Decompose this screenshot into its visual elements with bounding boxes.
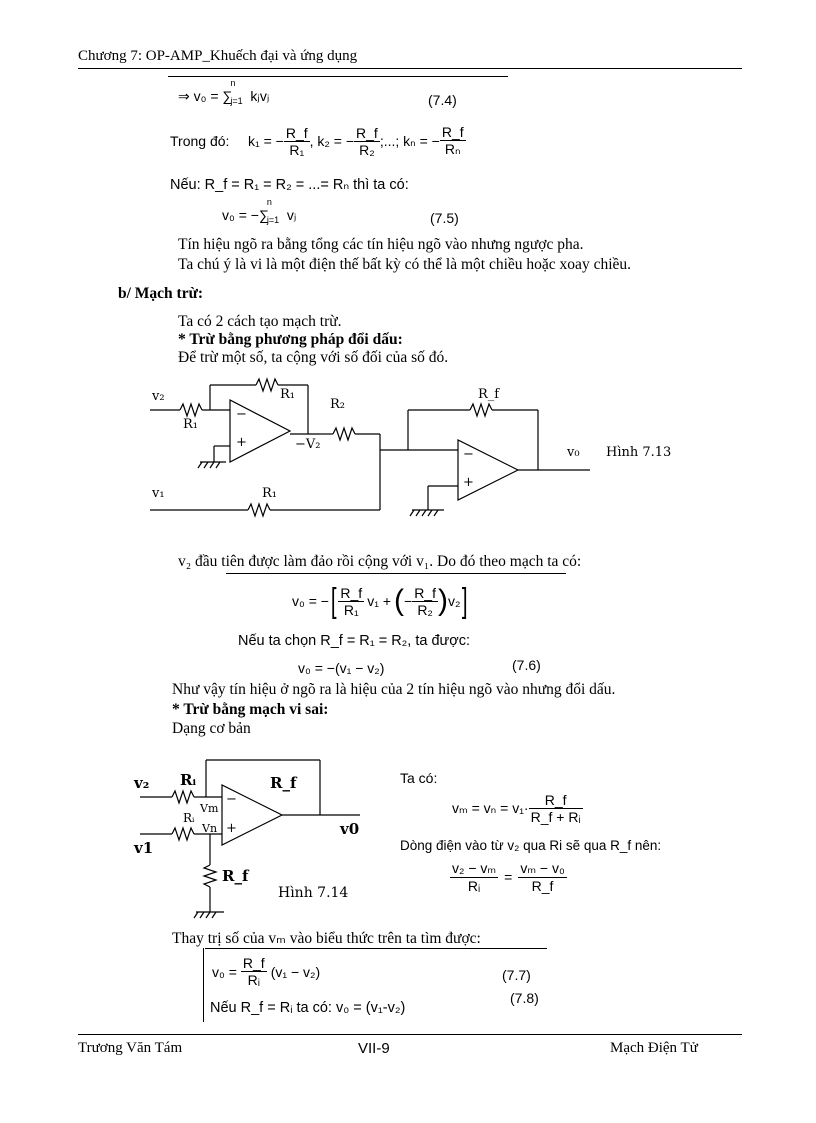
trong-do-label: Trong đó: bbox=[170, 133, 230, 149]
right-num: vₘ − v₀ bbox=[520, 860, 565, 876]
fig713-v0-label: v₀ bbox=[567, 445, 580, 460]
resistor-ri-v2 bbox=[172, 791, 194, 803]
dong-dien-text: Dòng điện vào từ v₂ qua Ri sẽ qua R_f nên: bbox=[400, 838, 662, 853]
paragraph-3: Ta có 2 cách tạo mạch trừ. bbox=[178, 313, 342, 330]
heading-doi-dau: * Trừ bằng phương pháp đổi dấu: bbox=[178, 331, 403, 348]
eq76-number: (7.6) bbox=[512, 657, 541, 673]
eq77-rhs: (v₁ − v₂) bbox=[270, 963, 321, 980]
left-frac bbox=[450, 860, 498, 894]
vm-den: R_f + Rᵢ bbox=[530, 809, 581, 825]
footer-page-number: VII-9 bbox=[358, 1040, 390, 1057]
footer-rule bbox=[78, 1034, 742, 1035]
k2-label: , k₂ = − bbox=[309, 133, 355, 149]
kn-den: Rₙ bbox=[444, 141, 461, 157]
fig713-caption: Hình 7.13 bbox=[606, 445, 672, 460]
fig713-rf-label: R_f bbox=[478, 387, 500, 402]
fig713-v1-label: v₁ bbox=[152, 486, 165, 501]
paragraph-8: Thay trị số của vₘ vào biểu thức trên ta tìm được: bbox=[172, 930, 481, 947]
fig713-op1-plus: + bbox=[236, 435, 247, 450]
fig714-op-minus: − bbox=[226, 792, 237, 807]
neu-condition-2: Nếu ta chọn R_f = R₁ = R₂, ta được: bbox=[238, 633, 471, 649]
eq75-lhs: v₀ = −∑ bbox=[222, 207, 269, 223]
fig714-op-plus: + bbox=[226, 821, 237, 836]
neu-condition-1: Nếu: R_f = R₁ = R₂ = ...= Rₙ thì ta có: bbox=[170, 177, 409, 193]
left-den: Rᵢ bbox=[467, 878, 481, 894]
fig713-r1-label: R₁ bbox=[183, 417, 198, 432]
paragraph-7: Dạng cơ bản bbox=[172, 720, 251, 737]
footer-subject: Mạch Điện Tử bbox=[610, 1040, 698, 1056]
eq-sub-lhs: v₀ = − bbox=[292, 593, 329, 609]
heading-vi-sai: * Trừ bằng mạch vi sai: bbox=[172, 701, 329, 718]
fig714-caption: Hình 7.14 bbox=[278, 885, 349, 901]
eq74-number: (7.4) bbox=[428, 92, 457, 108]
fig714-ri-label: Rᵢ bbox=[180, 771, 197, 789]
equation-7-7 bbox=[212, 955, 320, 988]
eq78-number: (7.8) bbox=[510, 990, 539, 1006]
paragraph-2: Ta chú ý là vi là một điện thế bất kỳ có thể là một chiều hoặc xoay chiều. bbox=[178, 256, 632, 273]
fig713-op2-minus: − bbox=[463, 447, 474, 462]
bracket-close: ] bbox=[462, 582, 468, 620]
vm-num: R_f bbox=[529, 792, 583, 809]
kn-num: R_f bbox=[441, 124, 464, 140]
footer-author: Trương Văn Tám bbox=[78, 1040, 183, 1056]
eq74-sub: j=1 bbox=[230, 96, 243, 106]
k2-den: R₂ bbox=[359, 141, 375, 158]
eq75-number: (7.5) bbox=[430, 210, 459, 226]
vm-equation bbox=[452, 792, 583, 825]
left-num: v₂ − vₘ bbox=[452, 860, 497, 876]
vm-eq-lhs: vₘ = vₙ = v₁· bbox=[452, 800, 529, 816]
fig713-v2-label: v₂ bbox=[152, 389, 165, 404]
eq74-rhs: kⱼvⱼ bbox=[250, 88, 270, 104]
paragraph-6: Như vậy tín hiệu ở ngõ ra là hiệu của 2 tín hiệu ngõ vào nhưng đổi dấu. bbox=[172, 681, 616, 698]
paragraph-5: v₂ đầu tiên được làm đảo rồi cộng với v₁. Do đó theo mạch ta có: bbox=[178, 553, 582, 570]
fig714-rf2-label: R_f bbox=[222, 867, 249, 885]
eq-sub-v2: v₂ bbox=[447, 593, 461, 609]
eq75-sub: j=1 bbox=[266, 215, 280, 225]
eq75-rhs: vⱼ bbox=[286, 207, 297, 223]
eq-sub-rf1: R_f bbox=[340, 584, 363, 601]
equation-7-6: v₀ = −(v₁ − v₂) bbox=[298, 660, 385, 676]
bracket-open: [ bbox=[330, 582, 337, 620]
fig714-rf-label: R_f bbox=[270, 774, 297, 792]
paren-close: ) bbox=[437, 584, 448, 617]
eq74-sup: n bbox=[230, 78, 236, 88]
eq-sub-r1: R₁ bbox=[343, 601, 359, 618]
eq74-lhs: ⇒ v₀ = ∑ bbox=[178, 88, 233, 104]
fig714-v2-label: v₂ bbox=[134, 774, 150, 792]
paragraph-1: Tín hiệu ngõ ra bằng tổng các tín hiệu ngõ vào nhưng ngược pha. bbox=[178, 236, 584, 253]
k1-label: k₁ = − bbox=[248, 133, 284, 149]
paragraph-4: Để trừ một số, ta cộng với số đối của số đó. bbox=[178, 349, 449, 366]
equation-7-8: Nếu R_f = Rᵢ ta có: v₀ = (v₁-v₂) bbox=[210, 1000, 406, 1016]
fig714-v0-label: v0 bbox=[340, 820, 360, 838]
eq77-frac bbox=[241, 955, 267, 988]
eq-sub-v1: v₁ + bbox=[367, 593, 391, 609]
resistor-ri-v1 bbox=[172, 828, 194, 840]
equals-sign: = bbox=[504, 869, 513, 885]
eq77-num: R_f bbox=[242, 955, 265, 971]
fig713-op2-plus: + bbox=[463, 475, 474, 490]
fig713-r2-label: R₂ bbox=[330, 397, 345, 412]
eq77-number: (7.7) bbox=[502, 967, 531, 983]
eq77-lhs: v₀ = bbox=[212, 963, 237, 980]
fig714-ri2-label: Rᵢ bbox=[183, 811, 195, 825]
k2-num: R_f bbox=[356, 124, 378, 141]
fig713-minus-v2-label: −V₂ bbox=[295, 437, 321, 452]
kn-label: ;...; kₙ = − bbox=[379, 132, 440, 149]
eq-sub-r2: R₂ bbox=[417, 601, 433, 618]
equation-box-left-border bbox=[203, 948, 204, 1022]
section-b-heading: b/ Mạch trừ: bbox=[118, 285, 204, 302]
fig714-vm-label: Vm bbox=[200, 802, 219, 815]
ta-co-label: Ta có: bbox=[400, 770, 438, 786]
fig713-op1-minus: − bbox=[236, 407, 247, 422]
fig713-r1c-label: R₁ bbox=[262, 486, 277, 501]
current-equation bbox=[450, 860, 567, 894]
page-header-title: Chương 7: OP-AMP_Khuếch đại và ứng dụng bbox=[78, 48, 358, 64]
eq75-sup: n bbox=[266, 197, 272, 207]
resistor-rf-ground bbox=[204, 865, 216, 887]
eq-sub-minus: − bbox=[404, 593, 413, 609]
fig714-v1-label: v1 bbox=[134, 839, 154, 857]
paren-open: ( bbox=[394, 584, 404, 617]
para8-underline bbox=[205, 948, 547, 949]
right-den: R_f bbox=[531, 878, 554, 894]
right-frac bbox=[518, 860, 567, 894]
fig714-vn-label: Vn bbox=[202, 822, 218, 835]
fig713-r1b-label: R₁ bbox=[280, 387, 295, 402]
vm-frac bbox=[529, 792, 583, 825]
k1-num: R_f bbox=[285, 124, 308, 141]
eq77-den: Rᵢ bbox=[247, 972, 260, 988]
eq-sub-rf2: R_f bbox=[414, 584, 436, 601]
k1-den: R₁ bbox=[289, 141, 305, 158]
